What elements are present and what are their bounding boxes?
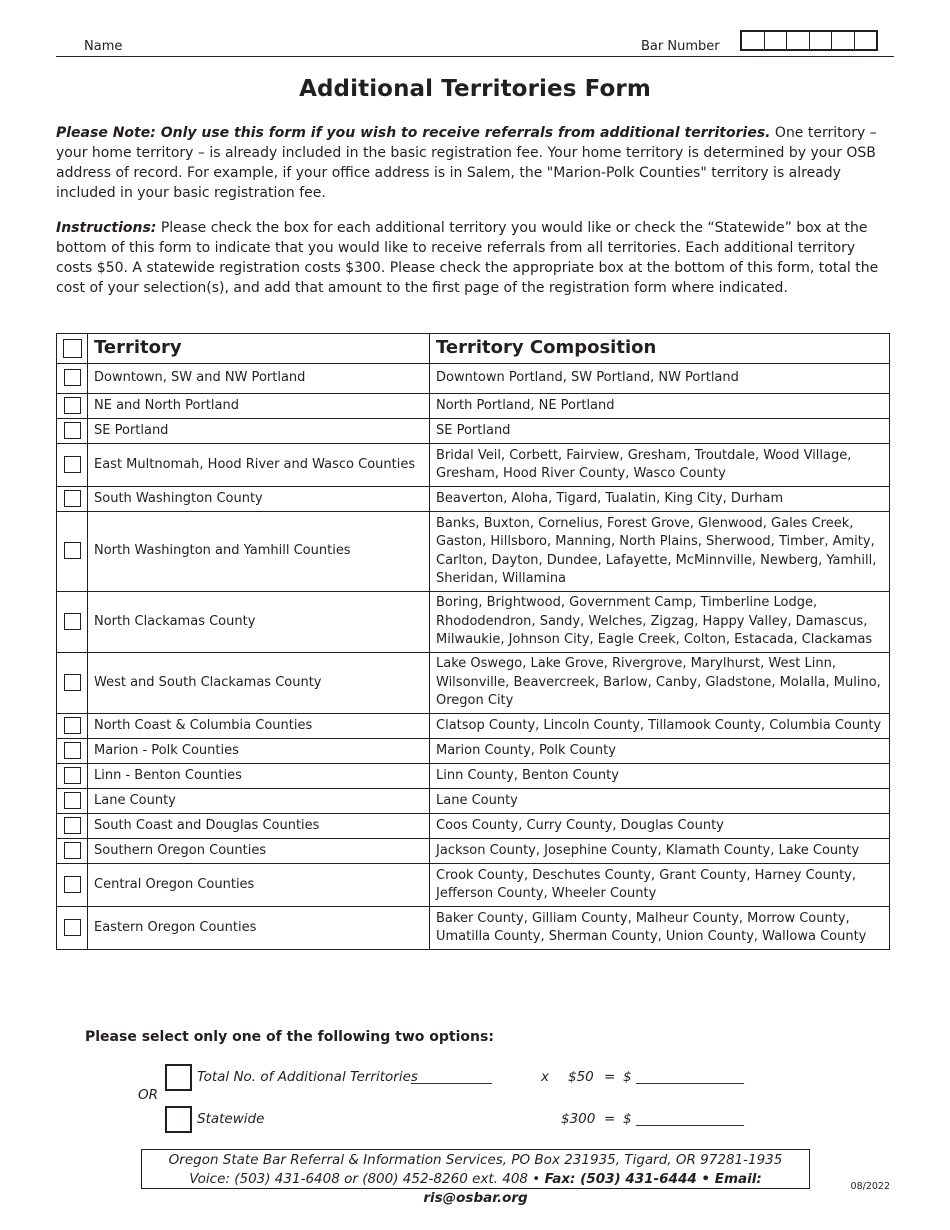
table-row: [57, 814, 890, 839]
total-territories-blank[interactable]: ____________: [411, 1069, 492, 1085]
table-row: [57, 864, 890, 907]
territory-composition: Marion County, Polk County: [430, 739, 890, 764]
territory-checkbox[interactable]: [64, 490, 81, 507]
note-text: One territory – your home territory – is already included in the basic registration fee. Your home territory is determined by your OSB address of record. For example, if your office address is in Salem, the "Marion-Polk Counties" territory is already included in your basic registration fee.: [56, 125, 877, 201]
territory-checkbox[interactable]: [64, 842, 81, 859]
territory-name: SE Portland: [88, 419, 430, 444]
territory-name: South Coast and Douglas Counties: [88, 814, 430, 839]
bar-digit-box[interactable]: [855, 32, 877, 49]
table-row: [57, 653, 890, 714]
territory-name: Downtown, SW and NW Portland: [88, 364, 430, 394]
row-checkbox-cell: [57, 364, 88, 394]
territory-composition: Coos County, Curry County, Douglas County: [430, 814, 890, 839]
table-row: [57, 592, 890, 653]
territory-composition: Baker County, Gilliam County, Malheur County, Morrow County, Umatilla County, Sherman County, Union County, Wallowa County: [430, 907, 890, 950]
territory-name: Central Oregon Counties: [88, 864, 430, 907]
territory-name: Marion - Polk Counties: [88, 739, 430, 764]
bar-digit-box[interactable]: [765, 32, 788, 49]
table-row: [57, 394, 890, 419]
territory-name: NE and North Portland: [88, 394, 430, 419]
territory-name: West and South Clackamas County: [88, 653, 430, 714]
dollar-sign-1: $: [623, 1069, 632, 1085]
territory-name: North Coast & Columbia Counties: [88, 714, 430, 739]
row-checkbox-cell: [57, 739, 88, 764]
instructions-paragraph: [56, 218, 891, 298]
statewide-checkbox[interactable]: [165, 1106, 192, 1133]
times-sign: x: [541, 1069, 549, 1085]
territory-checkbox[interactable]: [64, 876, 81, 893]
territory-name: South Washington County: [88, 487, 430, 512]
row-checkbox-cell: [57, 814, 88, 839]
row-checkbox-cell: [57, 487, 88, 512]
bar-number-label: Bar Number: [641, 39, 720, 54]
territory-composition: Lake Oswego, Lake Grove, Rivergrove, Marylhurst, West Linn, Wilsonville, Beavercreek, Barlow, Canby, Gladstone, Molalla, Mulino, Oregon City: [430, 653, 890, 714]
territory-composition: Lane County: [430, 789, 890, 814]
territory-checkbox[interactable]: [64, 792, 81, 809]
territory-checkbox[interactable]: [64, 542, 81, 559]
row-checkbox-cell: [57, 653, 88, 714]
table-row: [57, 839, 890, 864]
territory-name: North Clackamas County: [88, 592, 430, 653]
territory-checkbox[interactable]: [64, 674, 81, 691]
bar-digit-box[interactable]: [787, 32, 810, 49]
row-checkbox-cell: [57, 394, 88, 419]
territory-checkbox[interactable]: [64, 919, 81, 936]
row-checkbox-cell: [57, 789, 88, 814]
table-header-row: [57, 334, 890, 364]
territory-checkbox[interactable]: [64, 422, 81, 439]
note-bold: Please Note: Only use this form if you wish to receive referrals from additional territories.: [56, 125, 771, 141]
table-row: [57, 739, 890, 764]
territory-name: North Washington and Yamhill Counties: [88, 512, 430, 592]
options-title: Please select only one of the following two options:: [85, 1029, 494, 1045]
territory-checkbox[interactable]: [64, 397, 81, 414]
territory-checkbox[interactable]: [64, 817, 81, 834]
instructions-text: Please check the box for each additional territory you would like or check the “Statewide” box at the bottom of this form to indicate that you would like to receive referrals from all territories. Each additional territory costs $50. A statewide registration costs $300. Please check the appropriate box at the bottom of this form, total the cost of your selection(s), and add that amount to the first page of the registration form where indicated.: [56, 220, 879, 296]
territory-composition: Crook County, Deschutes County, Grant County, Harney County, Jefferson County, Wheeler County: [430, 864, 890, 907]
footer-fax-email: Fax: (503) 431-6444 • Email: ris@osbar.org: [423, 1171, 762, 1206]
bar-digit-box[interactable]: [832, 32, 855, 49]
territory-composition: Downtown Portland, SW Portland, NW Portland: [430, 364, 890, 394]
territory-name: Southern Oregon Counties: [88, 839, 430, 864]
table-row: [57, 907, 890, 950]
equals-sign-1: =: [604, 1069, 616, 1085]
statewide-price: $300: [561, 1111, 596, 1127]
territory-checkbox[interactable]: [64, 613, 81, 630]
row-checkbox-cell: [57, 907, 88, 950]
territory-name: Eastern Oregon Counties: [88, 907, 430, 950]
territory-checkbox[interactable]: [64, 767, 81, 784]
row-checkbox-cell: [57, 512, 88, 592]
dollar-sign-2: $: [623, 1111, 632, 1127]
footer-address: Oregon State Bar Referral & Information Services, PO Box 231935, Tigard, OR 97281-1935: [168, 1152, 783, 1168]
table-row: [57, 714, 890, 739]
header-checkbox-cell: [57, 334, 88, 364]
territory-name: Lane County: [88, 789, 430, 814]
territory-checkbox[interactable]: [64, 369, 81, 386]
territory-composition: Linn County, Benton County: [430, 764, 890, 789]
row-checkbox-cell: [57, 592, 88, 653]
row-checkbox-cell: [57, 764, 88, 789]
territory-checkbox[interactable]: [64, 742, 81, 759]
territory-name: Linn - Benton Counties: [88, 764, 430, 789]
instructions-label: Instructions:: [56, 220, 157, 236]
or-label: OR: [138, 1087, 159, 1103]
row-checkbox-cell: [57, 864, 88, 907]
total-territories-label: Total No. of Additional Territories: [197, 1069, 418, 1085]
page-title: Additional Territories Form: [299, 76, 651, 102]
territory-composition: SE Portland: [430, 419, 890, 444]
row-checkbox-cell: [57, 839, 88, 864]
bar-digit-box[interactable]: [810, 32, 833, 49]
name-label: Name: [84, 39, 123, 54]
note-paragraph: [56, 123, 891, 203]
territory-composition: Jackson County, Josephine County, Klamath County, Lake County: [430, 839, 890, 864]
territory-table: [56, 333, 890, 950]
territory-composition: Boring, Brightwood, Government Camp, Timberline Lodge, Rhododendron, Sandy, Welches, Zigzag, Happy Valley, Damascus, Milwaukie, Johnson City, Eagle Creek, Colton, Estacada, Clackamas: [430, 592, 890, 653]
footer-contact-line: [142, 1170, 809, 1208]
table-row: [57, 512, 890, 592]
header-composition: Territory Composition: [430, 334, 890, 364]
additional-territories-checkbox[interactable]: [165, 1064, 192, 1091]
table-row: [57, 487, 890, 512]
header-territory: Territory: [88, 334, 430, 364]
price-each: $50: [568, 1069, 594, 1085]
table-row: [57, 364, 890, 394]
table-row: [57, 419, 890, 444]
equals-sign-2: =: [604, 1111, 616, 1127]
territory-composition: Bridal Veil, Corbett, Fairview, Gresham, Troutdale, Wood Village, Gresham, Hood River County, Wasco County: [430, 444, 890, 487]
statewide-amount-blank[interactable]: ________________: [636, 1111, 744, 1127]
territory-composition: Clatsop County, Lincoln County, Tillamook County, Columbia County: [430, 714, 890, 739]
table-row: [57, 789, 890, 814]
select-all-checkbox[interactable]: [63, 339, 82, 358]
bar-digit-box[interactable]: [742, 32, 765, 49]
bar-number-boxes[interactable]: [740, 30, 878, 51]
territory-composition: North Portland, NE Portland: [430, 394, 890, 419]
territory-composition: Banks, Buxton, Cornelius, Forest Grove, Glenwood, Gales Creek, Gaston, Hillsboro, Manning, North Plains, Sherwood, Timber, Amity, Carlton, Dayton, Dundee, Lafayette, McMinnville, Newberg, Yamhill, Sheridan, Willamina: [430, 512, 890, 592]
contact-footer: [141, 1149, 810, 1206]
name-line[interactable]: [56, 56, 894, 57]
form-date: 08/2022: [850, 1181, 890, 1192]
total-amount-blank[interactable]: ________________: [636, 1069, 744, 1085]
statewide-label: Statewide: [197, 1111, 265, 1127]
footer-voice: Voice: (503) 431-6408 or (800) 452-8260 ext. 408 •: [189, 1171, 545, 1187]
table-row: [57, 444, 890, 487]
territory-checkbox[interactable]: [64, 717, 81, 734]
territory-checkbox[interactable]: [64, 456, 81, 473]
row-checkbox-cell: [57, 714, 88, 739]
row-checkbox-cell: [57, 419, 88, 444]
table-row: [57, 764, 890, 789]
territory-composition: Beaverton, Aloha, Tigard, Tualatin, King City, Durham: [430, 487, 890, 512]
row-checkbox-cell: [57, 444, 88, 487]
territory-name: East Multnomah, Hood River and Wasco Counties: [88, 444, 430, 487]
